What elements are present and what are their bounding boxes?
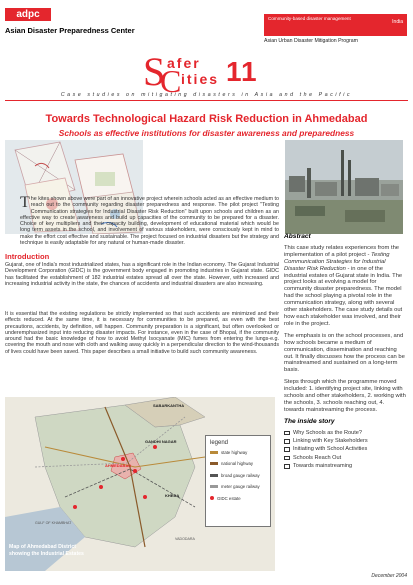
industrial-estate-photo — [285, 140, 403, 234]
inside-story-item[interactable] — [284, 446, 406, 453]
legend-swatch — [210, 485, 218, 488]
intro-paragraph — [20, 196, 279, 246]
document-title: Towards Technological Hazard Risk Reduction in Ahmedabad — [45, 113, 368, 125]
abstract-paragraph-3: Steps through which the programme moved included: 1. identifying project site, linking with schools and other stakeholders, 2. working with the schools, 3. schools reaching out, 4. towards mainstreaming the process. — [284, 379, 406, 413]
legend-swatch — [210, 451, 218, 454]
series-logo-s: S — [143, 49, 166, 94]
introduction-paragraph-2: It is essential that the existing regulations be strictly implemented so that such accidents are minimized and their effects reduced. At the same time, it is necessary for communities to be prepared, as even with the best precautions, accidents, by definition, will happen. Community preparation is a significant, but often overlooked or underemphasized input into reducing disaster impacts. For instance, even in the case of Bhopal, if the community around had the basic knowledge of how to avoid Methyl Isocyanate (MIC) fumes from entering the lungs-e.g. covering the mouth and nose with cloth and walking away quickly in a perpendicular direction to the wind-thousands of lives could have been saved. This paper describes a small initiative to build such community awareness. — [5, 311, 279, 355]
inside-story-label: Schools Reach Out — [293, 454, 342, 461]
legend-item — [210, 473, 266, 478]
map-label-gandhinagar: GANDHI NAGAR — [145, 439, 177, 444]
adpc-logo: adpc — [5, 8, 51, 21]
series-logo-cities: ities — [181, 71, 220, 87]
legend-label: meter gauge railway — [221, 484, 260, 490]
map-caption — [9, 544, 84, 557]
legend-title: legend — [210, 440, 229, 446]
abstract-paragraph-2: The emphasis is on the school processes, and how schools became a medium of communication, dissemination and reaching out. It finally discusses how the process can be mainstreamed and sustained on a long-term basis. — [284, 332, 405, 374]
folder-icon — [284, 464, 290, 469]
abstract-p1-project: Testing Communication Strategies for Industrial Disaster Risk Reduction — [284, 251, 390, 272]
intro-text: he kites shown above were part of an innovative project wherein schools acted as an effective medium to reach out to the community regarding disaster preparedness and response. The pilot project "Testing Communication strategies for Industrial Disaster Risk Reduction" built upon schools and children as an effective way to create awareness and build up capacities of the community to be prepared for a disaster. Choice of key multipliers and their capacity building, development of educational material which would be long term assets in the school, and involvement of various stakeholders, were consciously kept in mind to make the effort cost effective and sustainable. The project focused on industrial disasters but the strategy and technique is easily adaptable for any natural or human-made disaster. — [20, 196, 280, 247]
inside-story-heading: The inside story — [284, 417, 335, 425]
map-label-vadodara: VADODARA — [175, 537, 195, 541]
map-label-kheda: KHEDA — [165, 493, 180, 498]
folder-icon — [284, 439, 290, 444]
folder-icon — [284, 456, 290, 461]
inside-story-item[interactable] — [284, 463, 406, 470]
inside-story-list — [284, 430, 406, 470]
intro-dropcap: T — [20, 194, 30, 211]
introduction-paragraph-1: Gujarat, one of India's most industrialized states, has a significant role in the Indian economy. The Gujarat Industrial Development Corporation (GIDC) is the government body engaged in promoting industries in Gujarat state. GIDC has facilitated the establishment of 182 industrial estates spread all over the state. However, with increased and increasing industrial activity in the state, the chances of accidents and industrial disasters are also increasing. — [5, 262, 279, 287]
organization-name: Asian Disaster Preparedness Center — [5, 26, 135, 35]
issue-number: 11 — [226, 56, 258, 87]
legend-label: broad gauge railway — [221, 472, 260, 478]
inside-story-label: Why Schools as the Route? — [293, 429, 363, 436]
inside-story-label: Linking with Key Stakeholders — [293, 437, 368, 444]
introduction-heading: Introduction — [5, 252, 50, 261]
map-label-ahmedabad: AHMEDABAD — [105, 463, 132, 468]
legend-item — [210, 461, 266, 466]
map-caption-line-2: showing the Industrial Estates — [9, 550, 84, 557]
legend-item — [210, 496, 266, 501]
folder-icon — [284, 447, 290, 452]
legend-label: national highway — [221, 461, 254, 467]
inside-story-label: Initiating with School Activities — [293, 446, 368, 453]
folder-icon — [284, 431, 290, 436]
ahmedabad-district-map — [5, 397, 275, 571]
legend-item — [210, 484, 266, 489]
inside-story-item[interactable] — [284, 455, 406, 462]
legend-swatch — [210, 462, 218, 465]
abstract-paragraph-1 — [284, 245, 406, 328]
program-banner — [264, 14, 407, 36]
publication-date: December 2004 — [371, 573, 407, 579]
map-label-sabarkantha: SABARKANTHA — [153, 403, 185, 408]
map-legend — [205, 435, 271, 527]
map-caption-line-1: Map of Ahmedabad District — [9, 544, 76, 551]
legend-item — [210, 450, 266, 455]
document-subtitle: Schools as effective institutions for disaster awareness and preparedness — [58, 128, 355, 138]
abstract-heading: Abstract — [284, 233, 311, 240]
inside-story-item[interactable] — [284, 430, 406, 437]
inside-story-label: Towards mainstreaming — [293, 462, 353, 469]
abstract-sidebar — [284, 234, 406, 471]
abstract-p1-end: - in one of the industrial estates of Gujarat state in India. The project looks at evolving a model for community disaster preparedness. The model had the school playing a pivotal role in the communication strategy, along with several other stakeholders. The case study details out how each stakeholder was involved, and their role in the project. — [284, 265, 403, 327]
abstract-p1-start: This case study relates experiences from the implementation of a pilot project - — [284, 244, 400, 258]
legend-swatch — [210, 474, 218, 477]
series-logo-safer: afer — [167, 55, 201, 71]
legend-label: state highway — [221, 450, 248, 455]
program-country: India — [392, 19, 403, 25]
program-label: Community-based disaster management — [268, 16, 351, 21]
series-logo-c: C — [160, 63, 182, 99]
inside-story-item[interactable] — [284, 438, 406, 445]
map-label-gulf: GULF OF KHAMBHAT — [35, 521, 72, 525]
header-divider — [5, 100, 408, 101]
legend-label: GIDC estate — [217, 495, 241, 501]
legend-swatch — [210, 496, 214, 500]
program-name: Asian Urban Disaster Mitigation Program — [264, 38, 358, 44]
series-tagline: Case studies on mitigating disasters in Asia and the Pacific — [60, 92, 353, 98]
